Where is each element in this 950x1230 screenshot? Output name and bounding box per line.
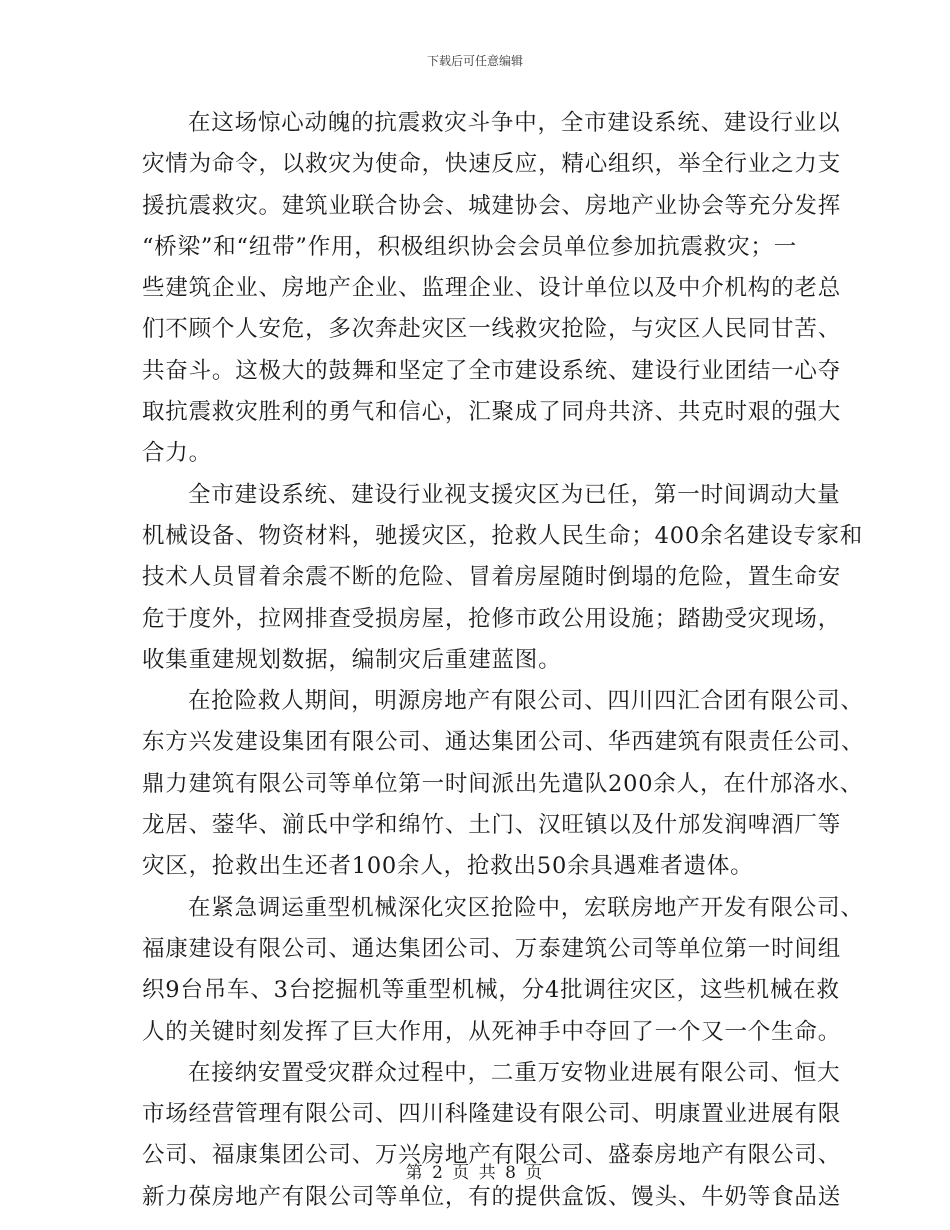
- text-line: 在抢险救人期间，明源房地产有限公司、四川四汇合团有限公司、: [188, 688, 864, 715]
- text-line: “桥梁”和“纽带”作用，积极组织协会会员单位参加抗震救灾；一: [142, 233, 798, 260]
- text-line: 灾情为命令，以救灾为使命，快速反应，精心组织，举全行业之力支: [142, 151, 842, 178]
- text-line: 人的关键时刻发挥了巨大作用，从死神手中夺回了一个又一个生命。: [142, 1018, 842, 1045]
- text-line: 机械设备、物资材料，驰援灾区，抢救人民生命；400余名建设专家和: [142, 522, 864, 549]
- text-line: 东方兴发建设集团有限公司、通达集团公司、华西建筑有限责任公司、: [142, 729, 865, 756]
- text-line: 新力葆房地产有限公司等单位，有的提供盒饭、馒头、牛奶等食品送: [142, 1183, 842, 1210]
- text-line: 在这场惊心动魄的抗震救灾斗争中，全市建设系统、建设行业以: [188, 110, 841, 136]
- text-line: 在紧急调运重型机械深化灾区抢险中，宏联房地产开发有限公司、: [188, 894, 864, 921]
- text-line: 织9台吊车、3台挖掘机等重型机械，分4批调往灾区，这些机械在救: [142, 977, 840, 1004]
- body-text: [142, 103, 865, 1218]
- text-line: 取抗震救灾胜利的勇气和信心，汇聚成了同舟共济、共克时艰的强大: [142, 399, 842, 426]
- paragraph-5: [142, 1053, 842, 1218]
- text-line: 鼎力建筑有限公司等单位第一时间派出先遣队200余人，在什邡洛水、: [142, 770, 864, 797]
- paragraph-3: [142, 681, 865, 887]
- page-number: 第 2 页 共 8 页: [405, 1163, 545, 1183]
- text-line: 公司、福康集团公司、万兴房地产有限公司、盛泰房地产有限公司、: [142, 1142, 842, 1169]
- paragraph-4: [142, 888, 864, 1053]
- paragraph-1: [142, 103, 842, 475]
- text-line: 市场经营管理有限公司、四川科隆建设有限公司、明康置业进展有限: [142, 1101, 842, 1128]
- text-line: 技术人员冒着余震不断的危险、冒着房屋随时倒塌的危险，置生命安: [142, 564, 842, 591]
- text-line: 福康建设有限公司、通达集团公司、万泰建筑公司等单位第一时间组: [142, 935, 842, 962]
- text-line: 合力。: [142, 440, 212, 467]
- text-line: 灾区，抢救出生还者100余人，抢救出50余具遇难者遗体。: [142, 853, 754, 880]
- text-line: 在接纳安置受灾群众过程中，二重万安物业进展有限公司、恒大: [188, 1059, 841, 1086]
- text-line: 龙居、蓥华、湔氐中学和绵竹、土门、汉旺镇以及什邡发润啤酒厂等: [142, 812, 842, 839]
- text-line: 援抗震救灾。建筑业联合协会、城建协会、房地产业协会等充分发挥: [142, 192, 842, 219]
- text-line: 全市建设系统、建设行业视支援灾区为已任，第一时间调动大量: [188, 481, 841, 508]
- paragraph-2: [142, 475, 864, 681]
- text-line: 危于度外，拉网排查受损房屋，抢修市政公用设施；踏勘受灾现场，: [142, 605, 842, 632]
- text-line: 们不顾个人安危，多次奔赴灾区一线救灾抢险，与灾区人民同甘苦、: [142, 316, 842, 343]
- text-line: 些建筑企业、房地产企业、监理企业、设计单位以及中介机构的老总: [142, 275, 842, 302]
- text-line: 收集重建规划数据，编制灾后重建蓝图。: [142, 646, 562, 673]
- text-line: 共奋斗。这极大的鼓舞和坚定了全市建设系统、建设行业团结一心夺: [142, 357, 842, 384]
- header-note: 下载后可任意编辑: [426, 54, 523, 68]
